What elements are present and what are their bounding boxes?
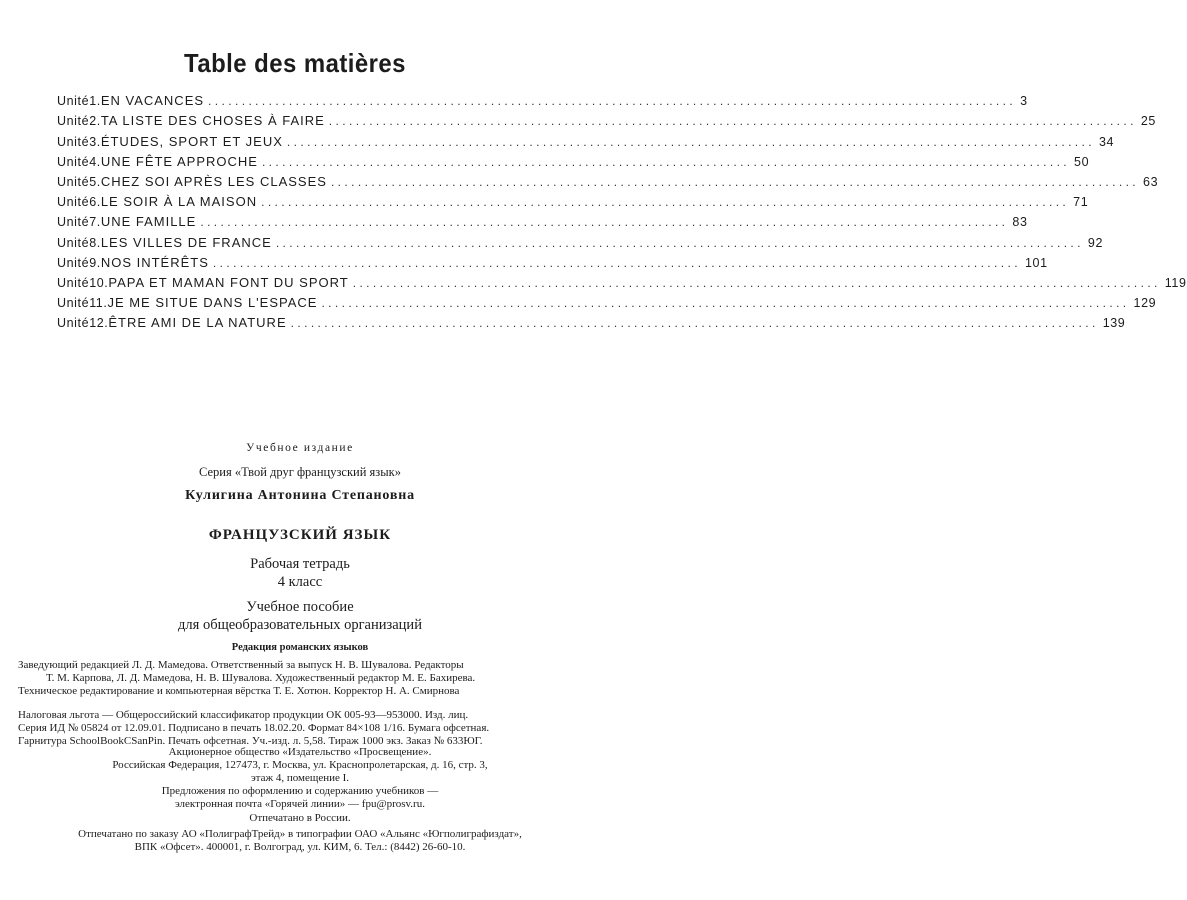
toc-unit-number: 12. xyxy=(89,316,109,331)
publisher-line: Акционерное общество «Издательство «Просвещение». xyxy=(168,746,432,758)
staff-line: Техническое редактирование и компьютерная вёрстка Т. Е. Хотюн. Корректор Н. А. Смирнова xyxy=(18,685,460,698)
printer-block xyxy=(0,828,600,854)
toc-unit-label: Unité xyxy=(57,235,90,250)
toc-unit-title: CHEZ SOI APRÈS LES CLASSES xyxy=(100,173,327,189)
toc-leader-dots: ........................................................................................................................ xyxy=(261,154,1071,169)
toc-unit-label: Unité xyxy=(57,174,90,189)
toc-entry xyxy=(57,108,1156,129)
toc-page-number: 50 xyxy=(1074,154,1090,169)
printer-line: ВПК «Офсет». 400001, г. Волгоград, ул. КИМ, 6. Тел.: (8442) 26-60-10. xyxy=(134,841,466,854)
book-title: ФРАНЦУЗСКИЙ ЯЗЫК xyxy=(208,527,392,543)
toc-page-number: 25 xyxy=(1140,114,1156,129)
toc-unit-number: 1. xyxy=(89,94,101,109)
proposals-line: Предложения по оформлению и содержанию учебников — xyxy=(161,785,439,797)
toc-entry xyxy=(57,310,1126,331)
toc-entry xyxy=(57,88,1028,109)
toc-unit-title: ÊTRE AMI DE LA NATURE xyxy=(108,315,287,331)
toc-page-number: 139 xyxy=(1102,316,1126,331)
toc-unit-title: UNE FAMILLE xyxy=(100,214,197,230)
tech-line: Налоговая льгота — Общероссийский классификатор продукции ОК 005-93—953000. Изд. лиц. xyxy=(18,709,469,721)
toc-entry xyxy=(57,169,1159,189)
toc-entry xyxy=(57,250,1048,270)
toc-unit-title: LE SOIR À LA MAISON xyxy=(100,194,258,210)
toc-unit-number: 5. xyxy=(89,174,101,189)
toc-unit-title: PAPA ET MAMAN FONT DU SPORT xyxy=(108,274,349,290)
author-name: Кулигина Антонина Степановна xyxy=(185,488,415,503)
toc-unit-label: Unité xyxy=(57,134,90,149)
toc-entry xyxy=(57,128,1115,149)
toc-unit-title: LES VILLES DE FRANCE xyxy=(100,234,272,250)
toc-unit-title: NOS INTÉRÊTS xyxy=(100,254,209,270)
toc-unit-number: 3. xyxy=(89,134,101,149)
tech-block xyxy=(18,709,578,749)
toc-unit-label: Unité xyxy=(57,94,90,109)
toc-unit-number: 6. xyxy=(89,195,101,210)
series-line: Серия «Твой друг французский язык» xyxy=(199,465,401,479)
staff-line: Заведующий редакцией Л. Д. Мамедова. Ответственный за выпуск Н. В. Шувалова. Редакторы xyxy=(18,659,464,671)
toc-leader-dots: ........................................................................................................................ xyxy=(328,114,1137,129)
toc-unit-number: 11. xyxy=(89,296,108,311)
toc-leader-dots: ........................................................................................................................ xyxy=(290,316,1099,331)
toc-page-number: 101 xyxy=(1024,255,1048,270)
purpose-line-1: Учебное пособие xyxy=(246,599,354,615)
toc-entry xyxy=(57,209,1028,230)
toc-page-number: 71 xyxy=(1073,195,1089,210)
printer-line: Отпечатано по заказу АО «ПолиграфТрейд» в типографии ОАО «Альянс «Югполиграфиздат», xyxy=(78,828,522,840)
publisher-line: Российская Федерация, 127473, г. Москва, ул. Краснопролетарская, д. 16, стр. 3, xyxy=(112,759,488,772)
toc-unit-title: EN VACANCES xyxy=(100,93,205,109)
editorial-office: Редакция романских языков xyxy=(231,642,369,653)
toc-unit-label: Unité xyxy=(57,296,90,311)
purpose-line-2: для общеобразовательных организаций xyxy=(178,617,422,633)
table-of-contents xyxy=(57,88,1187,331)
publisher-line: этаж 4, помещение I. xyxy=(250,772,350,785)
toc-leader-dots: ........................................................................................................................ xyxy=(321,296,1130,311)
proposals-line: электронная почта «Горячей линии» — fpu@prosv.ru. xyxy=(175,798,425,811)
toc-page-number: 63 xyxy=(1143,174,1159,189)
toc-leader-dots: ........................................................................................................................ xyxy=(275,235,1084,250)
edition-type: Учебное издание xyxy=(246,442,354,454)
toc-title: Table des matières xyxy=(184,48,406,78)
grade: 4 класс xyxy=(277,574,323,590)
toc-entry xyxy=(57,270,1187,290)
toc-unit-label: Unité xyxy=(57,275,90,290)
toc-leader-dots: ........................................................................................................................ xyxy=(286,134,1095,149)
toc-unit-number: 10. xyxy=(89,275,109,290)
toc-unit-number: 9. xyxy=(89,255,101,270)
toc-unit-title: ÉTUDES, SPORT ET JEUX xyxy=(100,133,283,149)
toc-unit-title: UNE FÊTE APPROCHE xyxy=(100,153,258,169)
toc-page-number: 92 xyxy=(1087,235,1103,250)
toc-page-number: 83 xyxy=(1012,215,1028,230)
toc-unit-label: Unité xyxy=(57,154,90,169)
toc-unit-number: 7. xyxy=(89,215,101,230)
toc-page-number: 34 xyxy=(1099,134,1115,149)
subtitle-workbook: Рабочая тетрадь xyxy=(250,556,350,572)
tech-line: Гарнитура SchoolBookCSanPin. Печать офсетная. Уч.-изд. л. 5,58. Тираж 1000 экз. Заказ № 633ЮГ. xyxy=(18,735,483,748)
toc-unit-number: 8. xyxy=(89,235,101,250)
staff-line: Т. М. Карпова, Л. Д. Мамедова, Н. В. Шувалова. Художественный редактор М. Е. Бахирева. xyxy=(46,672,476,685)
toc-leader-dots: ........................................................................................................................ xyxy=(261,195,1070,210)
toc-unit-label: Unité xyxy=(57,215,90,230)
toc-page-number: 3 xyxy=(1020,94,1028,109)
toc-entry xyxy=(57,229,1103,250)
toc-entry xyxy=(57,290,1157,311)
toc-leader-dots: ........................................................................................................................ xyxy=(330,174,1140,189)
toc-unit-title: TA LISTE DES CHOSES À FAIRE xyxy=(100,113,325,129)
toc-page-number: 129 xyxy=(1133,296,1157,311)
toc-entry xyxy=(57,149,1090,169)
printed-in: Отпечатано в России. xyxy=(249,812,351,824)
toc-unit-label: Unité xyxy=(57,195,90,210)
toc-page-number: 119 xyxy=(1164,275,1187,290)
toc-unit-title: JE ME SITUE DANS L'ESPACE xyxy=(107,295,318,311)
staff-block xyxy=(18,659,578,699)
toc-leader-dots: ........................................................................................................................ xyxy=(200,215,1009,230)
toc-leader-dots: ........................................................................................................................ xyxy=(208,94,1017,109)
toc-unit-label: Unité xyxy=(57,316,90,331)
toc-unit-number: 4. xyxy=(89,154,101,169)
toc-leader-dots: ........................................................................................................................ xyxy=(352,275,1161,290)
proposals-block xyxy=(0,785,600,811)
publisher-block xyxy=(0,746,600,786)
toc-entry xyxy=(57,189,1089,210)
toc-unit-label: Unité xyxy=(57,114,90,129)
tech-line: Серия ИД № 05824 от 12.09.01. Подписано в печать 18.02.20. Формат 84×108 1/16. Бумага офсетная. xyxy=(18,722,490,735)
toc-unit-label: Unité xyxy=(57,255,90,270)
toc-unit-number: 2. xyxy=(89,114,101,129)
toc-leader-dots: ........................................................................................................................ xyxy=(212,255,1021,270)
